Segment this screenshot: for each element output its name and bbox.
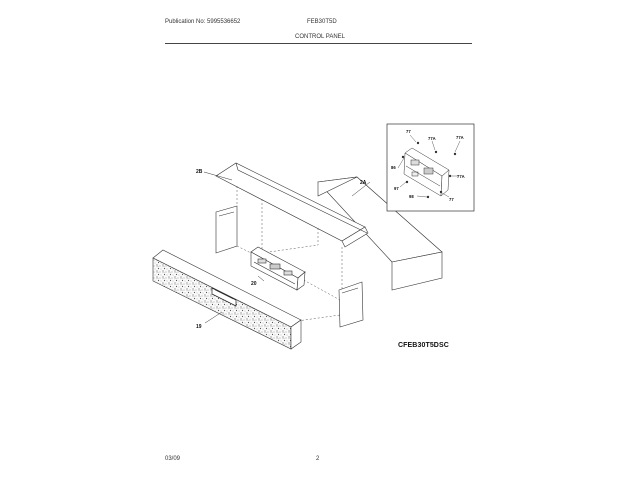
publication-number: Publication No: 5995536652 (165, 19, 241, 25)
left-side-bracket (216, 206, 237, 253)
model-number: FEB30T5D (307, 19, 337, 25)
right-side-bracket (339, 282, 363, 327)
page-title: CONTROL PANEL (294, 34, 345, 40)
detail-inset (387, 124, 474, 211)
inset-callout-77a-3: 77A (457, 174, 465, 179)
control-board (251, 247, 305, 290)
callout-19: 19 (196, 324, 202, 330)
inset-callout-77a-1: 77A (428, 136, 436, 141)
inset-callout-86: 86 (391, 165, 396, 170)
diagram-model-code: CFEB30T5DSC (398, 342, 449, 349)
inset-callout-77-bottom: 77 (449, 197, 454, 202)
inset-callout-77a-2: 77A (456, 135, 464, 140)
callout-2b: 2B (196, 169, 203, 175)
inset-callout-98: 98 (409, 194, 414, 199)
inset-callout-97: 97 (394, 186, 399, 191)
callout-2a: 2A (360, 180, 367, 186)
callout-20: 20 (251, 281, 257, 287)
inset-callout-77-top: 77 (406, 129, 411, 134)
footer-page-number: 2 (316, 456, 320, 462)
footer-date: 03/09 (165, 456, 181, 462)
